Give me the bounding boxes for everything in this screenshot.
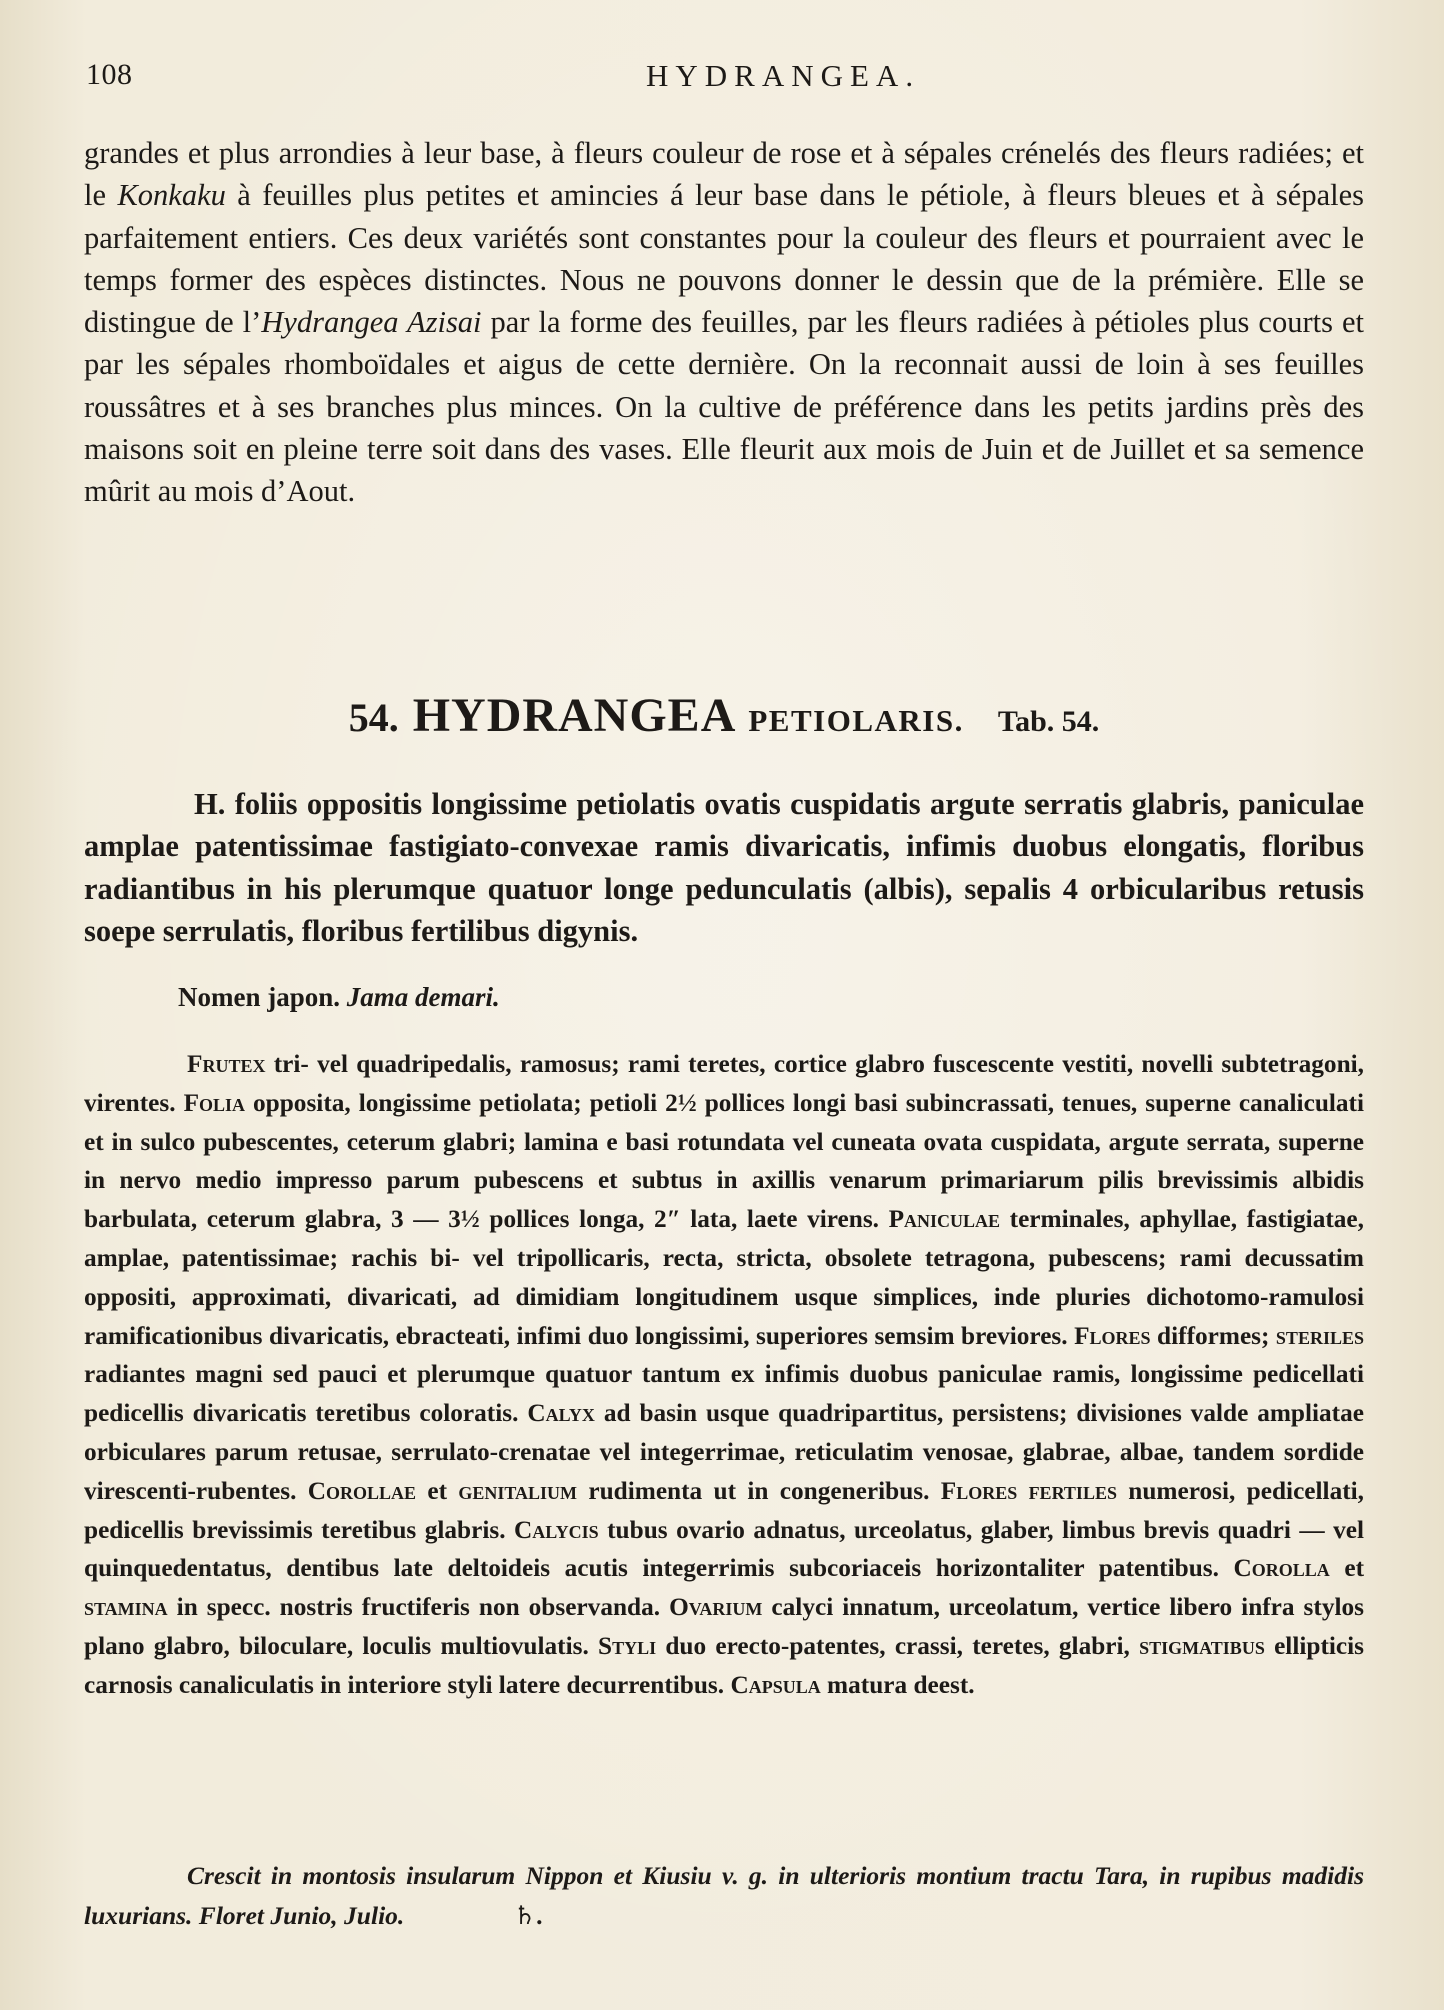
term-calyx: Calyx — [527, 1399, 595, 1428]
species-number: 54. — [348, 695, 399, 740]
intro-text: grandes et plus arrondies à leur base, à fleurs couleur de rose et à sépales crénelés des fleurs radiées; et le — [84, 136, 1364, 213]
description-text: numerosi, pedicellati, pedicellis brevissimis teretibus glabris. — [84, 1476, 1365, 1544]
species-reference: Hydrangea Azisai — [261, 305, 482, 340]
plate-reference: Tab. 54. — [997, 705, 1100, 738]
habitat-note — [84, 1856, 1364, 1936]
vernacular-name — [178, 982, 500, 1013]
description-text: in specc. nostris fructiferis non observanda. — [167, 1593, 670, 1622]
species-description — [84, 1045, 1364, 1705]
description-text: terminales, aphyllae, fastigiatae, amplae, patentissimae; rachis bi- vel tripollicaris, recta, stricta, obsolete tetragona, pubescens; rami decussatim oppositi, approximati, divaricati, ad dimidiam longitudinem usque simplices, inde pluries dichotomo-ramulosi ramificationibus divaricatis, ebracteati, infimi duo longissimi, superiores semsim breviores. — [84, 1205, 1364, 1350]
term-corolla: Corolla — [1233, 1554, 1330, 1583]
japanese-name: Jama demari. — [346, 982, 500, 1012]
term-stigmatibus: stigmatibus — [1139, 1631, 1265, 1660]
variety-name: Konkaku — [117, 178, 226, 213]
running-head: HYDRANGEA. — [646, 58, 921, 93]
term-styli: Styli — [598, 1631, 657, 1660]
term-corollae: Corollae — [307, 1476, 417, 1505]
description-text: matura deest. — [820, 1670, 975, 1699]
shrub-symbol-icon: ♄. — [513, 1901, 543, 1930]
page-header — [86, 58, 1356, 108]
description-text: opposita, longissime petiolata; petioli 2½ pollices longi basi subincrassati, tenues, superne canaliculati et in sulco pubescentes, ceterum glabri; lamina e basi rotundata vel cuneata ovata cuspidata, argute serrata, superne in nervo medio impresso parum pubescens et subtus in axillis venarum primariarum pilis brevissimis albidis barbulata, ceterum glabra, 3 — 3½ pollices longa, 2″ lata, laete virens. — [84, 1088, 1365, 1234]
species-epithet: PETIOLARIS. — [748, 703, 964, 738]
diagnosis-text: H. foliis oppositis longissime petiolatis ovatis cuspidatis argute serratis glabris, paniculae amplae patentissimae fastigiato-convexae ramis divaricatis, infimis duobus elongatis, floribus radiantibus in his plerumque quatuor longe pedunculatis (albis), sepalis 4 orbicularibus retusis soepe serrulatis, floribus fertilibus digynis. — [84, 787, 1364, 948]
term-flores: Flores — [1074, 1321, 1151, 1350]
term-calycis: Calycis — [514, 1515, 599, 1544]
term-genitalium: genitalium — [458, 1476, 578, 1505]
intro-text: par la forme des feuilles, par les fleurs radiées à pétioles plus courts et par les sépales rhomboïdales et aigus de cette dernière. On la reconnait aussi de loin à ses feuilles roussâtres et à ses branches plus minces. On la cultive de préférence dans les petits jardins près des maisons soit en pleine terre soit dans des vases. Elle fleurit aux mois de Juin et de Juillet et sa semence mûrit au mois d’Aout. — [84, 305, 1364, 509]
description-text: tubus ovario adnatus, urceolatus, glaber, limbus brevis quadri — vel quinquedentatus, dentibus late deltoideis acutis integerrimis subcoriaceis horizontaliter patentibus. — [84, 1515, 1365, 1583]
description-text: difformes; — [1150, 1321, 1276, 1350]
vernacular-label: Nomen japon. — [178, 982, 341, 1012]
description-text: tri- vel quadripedalis, ramosus; rami teretes, cortice glabro fuscescente vestiti, novelli subtetragoni, virentes. — [84, 1050, 1364, 1117]
term-flores-fertiles: Flores fertiles — [940, 1476, 1117, 1505]
page-number: 108 — [86, 58, 133, 91]
genus-name: HYDRANGEA — [412, 689, 737, 742]
intro-paragraph — [84, 132, 1364, 513]
description-text: et — [1329, 1554, 1364, 1583]
term-paniculae: Paniculae — [888, 1205, 1001, 1234]
term-steriles: steriles — [1275, 1321, 1364, 1350]
description-text: ad basin usque quadripartitus, persistens; divisiones valde ampliatae orbiculares parum retusae, serrulato-crenatae vel integerrimae, reticulatim venosae, glabrae, albae, tandem sordide virescenti-rubentes. — [84, 1399, 1364, 1505]
species-heading — [84, 688, 1364, 743]
term-capsula: Capsula — [730, 1670, 821, 1699]
intro-text: à feuilles plus petites et amincies á leur base dans le pétiole, à fleurs bleues et à sépales parfaitement entiers. Ces deux variétés sont constantes pour la couleur des fleurs et pourraient avec le temps former des espèces distinctes. Nous ne pouvons donner le dessin que de la prémière. Elle se distingue de l’ — [84, 178, 1364, 340]
description-text: calyci innatum, urceolatum, vertice libero infra stylos plano glabro, biloculare, loculis multiovulatis. — [84, 1593, 1364, 1660]
term-stamina: stamina — [84, 1593, 168, 1622]
term-folia: Folia — [183, 1088, 246, 1117]
description-text: ellipticis carnosis canaliculatis in interiore styli latere decurrentibus. — [84, 1631, 1364, 1699]
term-ovarium: Ovarium — [669, 1593, 763, 1622]
description-text: et — [416, 1476, 459, 1505]
description-text: duo erecto-patentes, crassi, teretes, glabri, — [656, 1631, 1140, 1660]
latin-diagnosis — [84, 783, 1364, 952]
description-text: radiantes magni sed pauci et plerumque quatuor tantum ex infimis duobus paniculae ramis, longissime pedicellati pedicellis divaricatis teretibus coloratis. — [84, 1360, 1364, 1428]
term-frutex: Frutex — [187, 1050, 266, 1078]
description-text: rudimenta ut in congeneribus. — [577, 1476, 941, 1505]
habitat-text: Crescit in montosis insularum Nippon et Kiusiu v. g. in ulterioris montium tractu Tara, in rupibus madidis luxurians. Floret Junio, Julio. — [84, 1861, 1364, 1930]
